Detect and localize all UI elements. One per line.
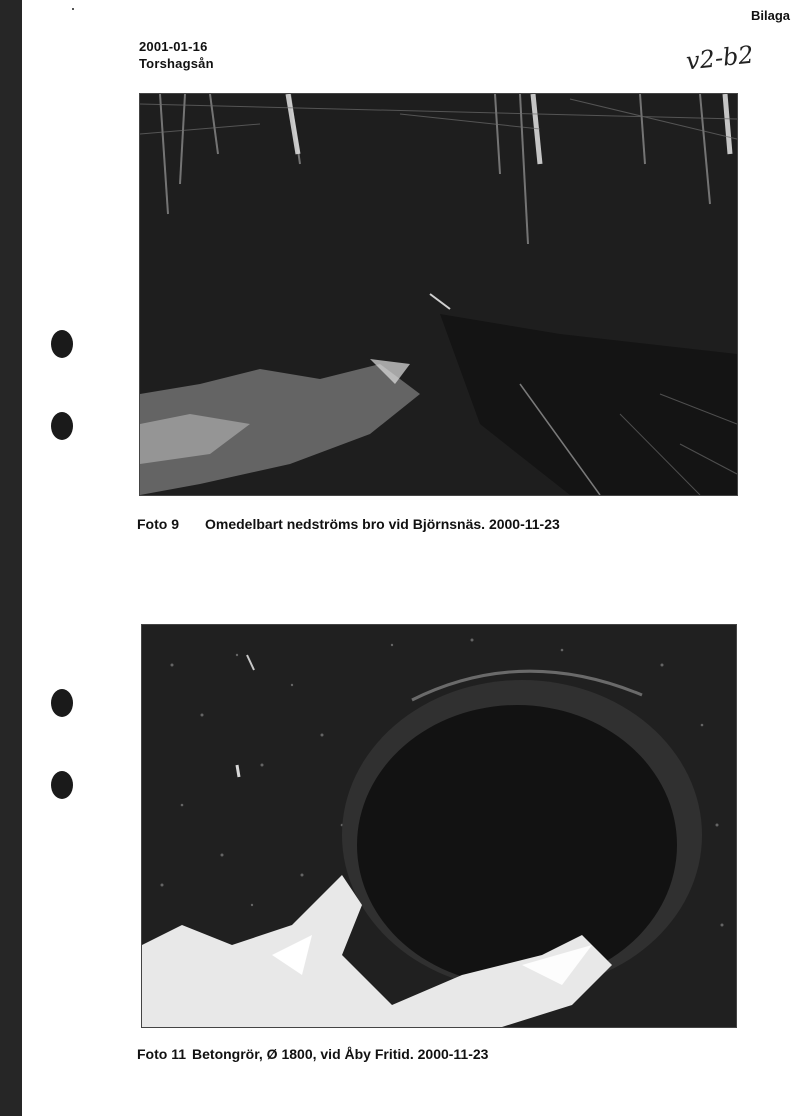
punch-hole <box>51 330 73 358</box>
punch-hole <box>51 689 73 717</box>
document-date: 2001-01-16 <box>139 39 208 54</box>
attachment-label: Bilaga <box>750 8 790 23</box>
photo-number: Foto 11 <box>137 1046 187 1062</box>
punch-hole <box>51 771 73 799</box>
photo-caption-text: Betongrör, Ø 1800, vid Åby Fritid. 2000-11-23 <box>192 1046 489 1062</box>
scan-speck <box>72 8 74 10</box>
photo-caption <box>137 516 560 532</box>
photo-caption-text: Omedelbart nedströms bro vid Björnsnäs. 2000-11-23 <box>205 516 560 532</box>
handwritten-reference: v2-b2 <box>684 40 755 76</box>
photo-stream-bridge <box>139 93 738 496</box>
document-location: Torshagsån <box>139 56 214 71</box>
photo-concrete-culvert <box>141 624 737 1028</box>
punch-hole <box>51 412 73 440</box>
photo-number: Foto 9 <box>137 516 179 532</box>
photo-caption <box>137 1046 488 1062</box>
binder-edge <box>0 0 22 1116</box>
